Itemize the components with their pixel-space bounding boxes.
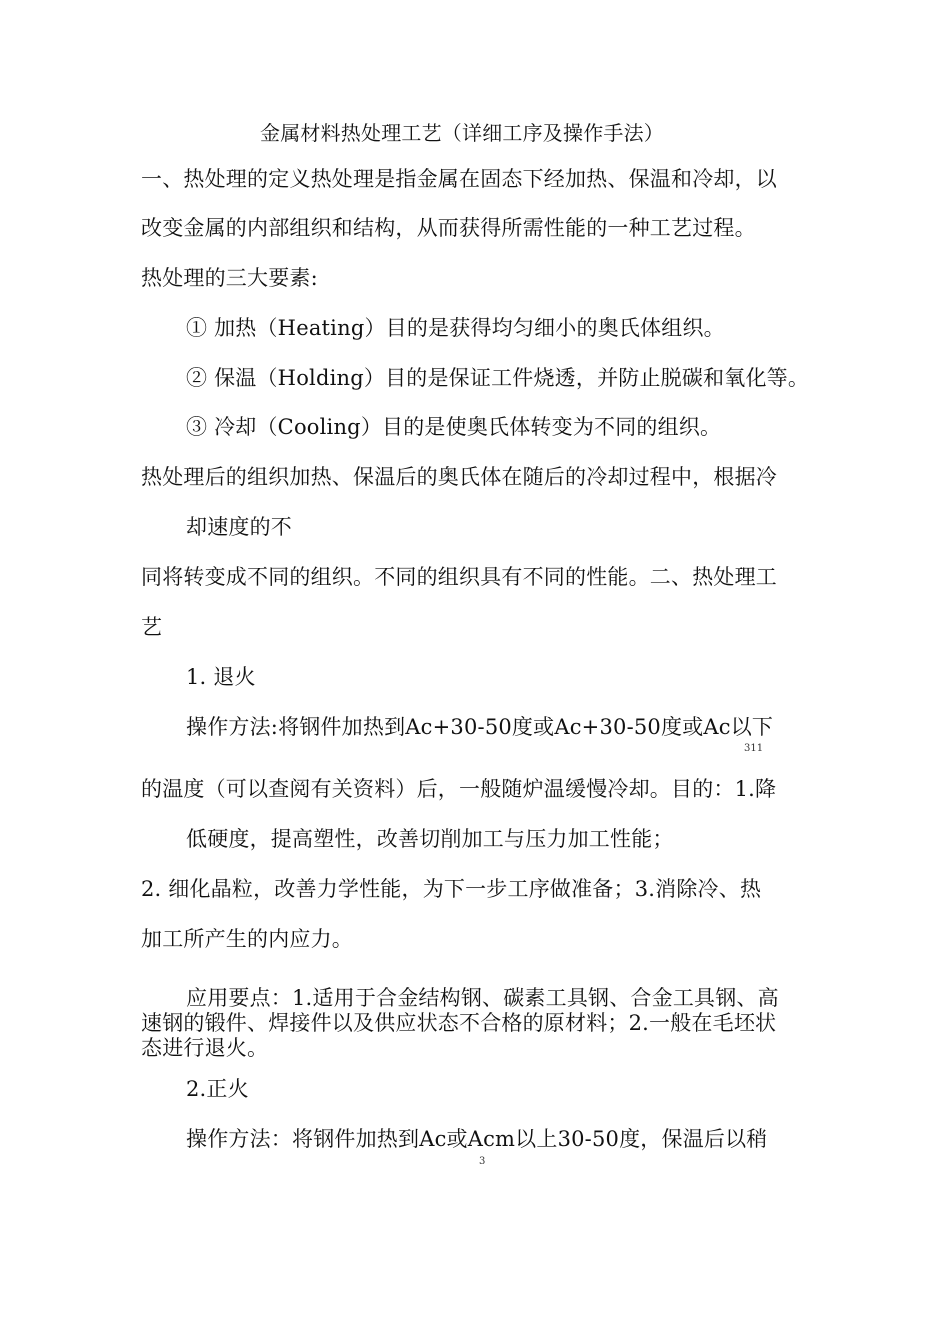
subscript-note: 311	[744, 743, 764, 754]
document-title: 金属材料热处理工艺（详细工序及操作手法）	[260, 121, 664, 145]
paragraph-line: 操作方法：将钢件加热到Ac或Acm以上30-50度，保温后以稍	[186, 1127, 768, 1151]
paragraph-line: 加工所产生的内应力。	[141, 927, 353, 951]
paragraph-line: 速钢的锻件、焊接件以及供应状态不合格的原材料；2.一般在毛坯状	[141, 1011, 777, 1035]
paragraph-line: 2. 细化晶粒，改善力学性能，为下一步工序做准备；3.消除冷、热	[141, 877, 762, 901]
paragraph-line: 却速度的不	[186, 515, 292, 539]
paragraph-line: 态进行退火。	[141, 1036, 269, 1060]
section-heading: 2.正火	[186, 1077, 249, 1101]
paragraph-line: 热处理的三大要素:	[141, 266, 318, 290]
list-item: ② 保温（Holding）目的是保证工件烧透，并防止脱碳和氧化等。	[186, 366, 810, 390]
list-item: ① 加热（Heating）目的是获得均匀细小的奥氏体组织。	[186, 316, 725, 340]
paragraph-line: 同将转变成不同的组织。不同的组织具有不同的性能。二、热处理工	[141, 565, 777, 589]
paragraph-line: 热处理后的组织加热、保温后的奥氏体在随后的冷却过程中，根据冷	[141, 465, 777, 489]
paragraph-line: 应用要点：1.适用于合金结构钢、碳素工具钢、合金工具钢、高	[186, 986, 779, 1010]
paragraph-line: 操作方法:将钢件加热到Ac+30-50度或Ac+30-50度或Ac以下	[186, 715, 774, 739]
paragraph-line: 艺	[141, 615, 163, 639]
section-heading: 1. 退火	[186, 665, 256, 689]
paragraph-line: 改变金属的内部组织和结构，从而获得所需性能的一种工艺过程。	[141, 216, 756, 240]
paragraph-line: 低硬度，提高塑性，改善切削加工与压力加工性能；	[186, 827, 674, 851]
paragraph-line: 的温度（可以查阅有关资料）后，一般随炉温缓慢冷却。目的：1.降	[141, 777, 777, 801]
subscript-note: 3	[479, 1156, 486, 1167]
list-item: ③ 冷却（Cooling）目的是使奥氏体转变为不同的组织。	[186, 415, 722, 439]
paragraph-line: 一、热处理的定义热处理是指金属在固态下经加热、保温和冷却，以	[141, 167, 777, 191]
